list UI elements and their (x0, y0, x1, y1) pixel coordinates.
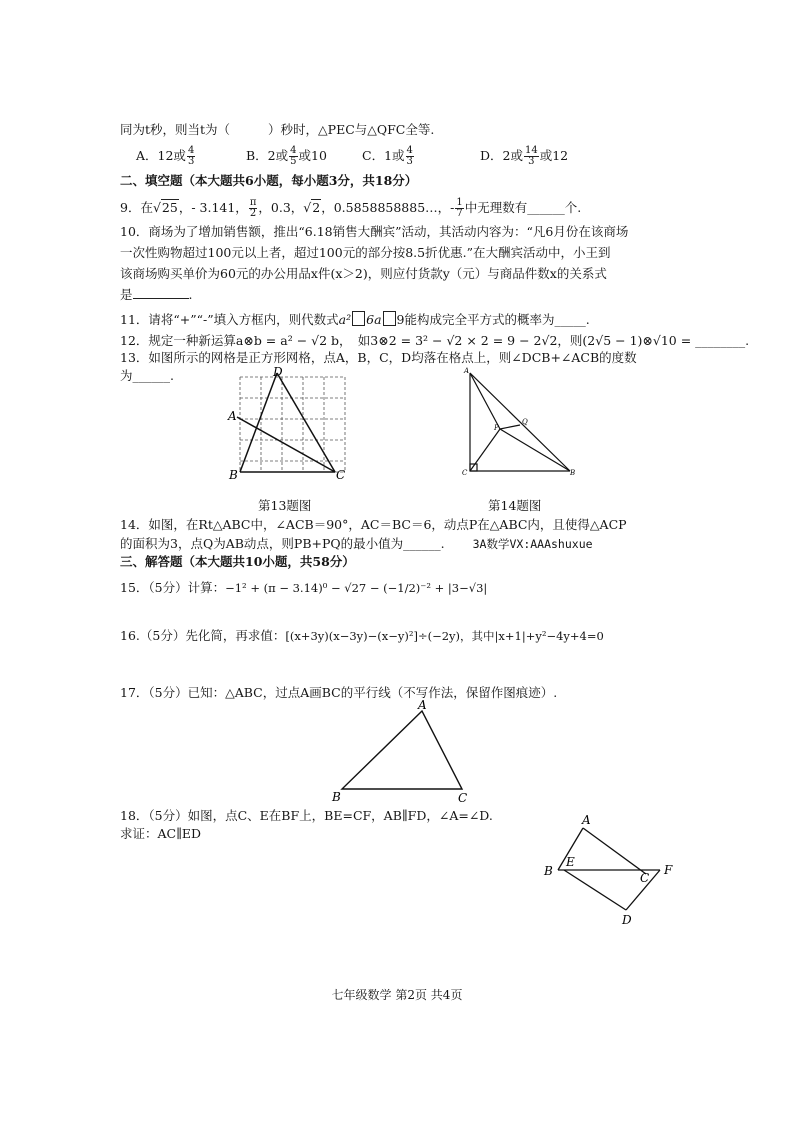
section-3-heading: 三、解答题（本大题共10小题，共58分） (120, 554, 355, 569)
figure-17-triangle (330, 697, 480, 807)
fig13-label-d: D (273, 367, 283, 379)
q13-line-1: 13．如图所示的网格是正方形网格，点A，B，C，D均落在格点上，则∠DCB+∠ACB的度数 (120, 350, 637, 365)
q10-line-2: 一次性购物超过100元以上者，超过100元的部分按8.5折优惠.”在大酬宾活动中，小王到 (120, 245, 611, 260)
fig18-label-a: A (582, 813, 591, 827)
fig14-label-q: Q (522, 418, 528, 426)
figure-14-caption: 第14题图 (488, 498, 542, 513)
fig17-label-b: B (332, 790, 341, 804)
q15: 15．（5分）计算：−1² + (π − 3.14)⁰ − √27 − (−1/2)⁻² + |3−√3| (120, 580, 488, 595)
fig14-label-a: A (464, 367, 470, 375)
q8-option-d: D．2或 $\frac{14}{3}$ 或12 (480, 145, 569, 167)
fig13-label-a: A (228, 409, 237, 423)
watermark-text: 3A数学VX:AAAshuxue (472, 537, 593, 551)
q10-line-1: 10．商场为了增加销售额，推出“6.18销售大酬宾”活动，其活动内容为：“凡6月份在该商场 (120, 224, 629, 239)
fig18-label-e: E (566, 855, 575, 869)
q10-line-3: 该商场购买单价为60元的办公用品x件(x＞2)，则应付货款y（元）与商品件数x的关系式 (120, 266, 607, 281)
fig18-label-b: B (544, 864, 553, 878)
q14-line-1: 14．如图，在Rt△ABC中，∠ACB＝90°，AC＝BC＝6，动点P在△ABC内，且使得△ACP (120, 517, 627, 532)
fig13-label-c: C (336, 468, 346, 482)
q8-option-b: B．2或 $\frac{4}{5}$ 或10 (246, 145, 327, 167)
fig14-label-c: C (462, 469, 468, 477)
figure-18 (538, 812, 688, 932)
q17: 17．（5分）已知：△ABC，过点A画BC的平行线（不写作法，保留作图痕迹）. (120, 685, 558, 700)
q9: 9．在√25，- 3.141， $\frac{\pi}{2}$ ，0.3，√2，0.5858858885…，- $\frac{1}{7}$ 中无理数有______个. (120, 197, 582, 219)
fig18-label-f: F (664, 863, 673, 877)
figure-13-caption: 第13题图 (258, 498, 312, 513)
q8-option-c: C．1或 $\frac{4}{3}$ (362, 145, 413, 167)
page-footer: 七年级数学 第2页 共4页 (331, 988, 463, 1002)
q10-line-4: 是 . (120, 287, 193, 302)
q10-answer-blank[interactable] (133, 286, 189, 299)
section-2-heading: 二、填空题（本大题共6小题，每小题3分，共18分） (120, 173, 418, 188)
q8-line: 同为t秒，则当t为（ ）秒时，△PEC与△QFC全等. (120, 122, 435, 137)
q11-sign-box-2[interactable] (383, 311, 396, 326)
q16: 16.（5分）先化简，再求值：[(x+3y)(x−3y)−(x−y)²]÷(−2y)，其中|x+1|+y²−4y+4=0 (120, 628, 604, 643)
q13-line-2: 为______. (120, 368, 174, 383)
figure-13-grid (225, 367, 355, 482)
figure-14 (458, 367, 583, 479)
q18-line-1: 18．（5分）如图，点C、E在BF上，BE=CF，AB∥FD，∠A=∠D. (120, 808, 493, 823)
fig17-label-a: A (418, 698, 427, 712)
fig14-label-p: P (494, 424, 499, 432)
q14-line-2: 的面积为3，点Q为AB动点，则PB+PQ的最小值为______. 3A数学VX:AAAshuxue (120, 536, 593, 551)
q11-sign-box-1[interactable] (352, 311, 365, 326)
fig13-label-b: B (229, 468, 238, 482)
fig18-label-c: C (640, 871, 650, 885)
q12: 12．规定一种新运算a⊗b = a² − √2 b， 如3⊗2 = 3² − √2 × 2 = 9 − 2√2，则(2√5 − 1)⊗√10 = ________. (120, 333, 750, 348)
fig14-label-b: B (570, 469, 576, 477)
fig17-label-c: C (458, 791, 468, 805)
fig18-label-d: D (622, 913, 632, 927)
q18-line-2: 求证：AC∥ED (120, 826, 202, 841)
q8-option-a: A．12或 $\frac{4}{3}$ (136, 145, 195, 167)
q11: 11．请将“+”“-”填入方框内，则代数式a² 6a 9能构成完全平方式的概率为_____. (120, 312, 590, 327)
